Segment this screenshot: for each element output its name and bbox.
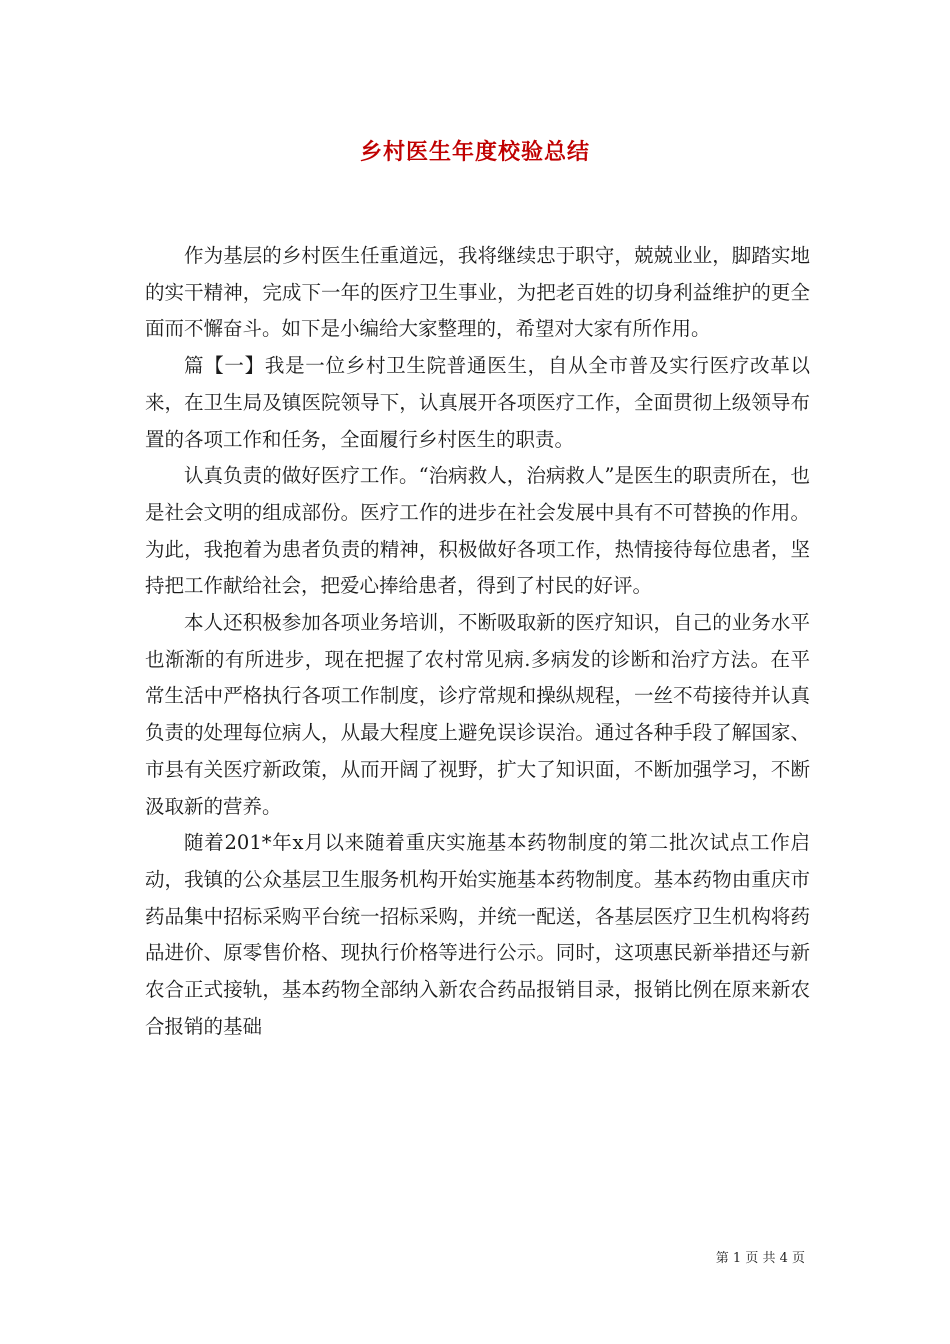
paragraph-training: 本人还积极参加各项业务培训，不断吸取新的医疗知识，自己的业务水平也渐渐的有所进步，现在把握了农村常见病.多病发的诊断和治疗方法。在平常生活中严格执行各项工作制度，诊疗常规和操纵规程，一丝不苟接待并认真负责的处理每位病人，从最大程度上避免误诊误治。通过各种手段了解国家、市县有关医疗新政策，从而开阔了视野，扩大了知识面，不断加强学习，不断汲取新的营养。 <box>145 611 810 818</box>
paragraph-medical-work: 认真负责的做好医疗工作。“治病救人，治病救人”是医生的职责所在，也是社会文明的组成部份。医疗工作的进步在社会发展中具有不可替换的作用。为此，我抱着为患者负责的精神，积极做好各项工作，热情接待每位患者，坚持把工作献给社会，把爱心捧给患者，得到了村民的好评。 <box>145 464 810 598</box>
document-title: 乡村医生年度校验总结 <box>359 139 590 165</box>
page-number-footer: 第 1 页 共 4 页 <box>715 1251 805 1266</box>
paragraph-intro: 作为基层的乡村医生任重道远，我将继续忠于职守，兢兢业业，脚踏实地的实干精神，完成下一年的医疗卫生事业，为把老百姓的切身利益维护的更全面而不懈奋斗。如下是小编给大家整理的，希望对大家有所作用。 <box>145 244 810 341</box>
document-body <box>145 238 810 1045</box>
paragraph-part-one: 篇【一】我是一位乡村卫生院普通医生，自从全市普及实行医疗改革以来，在卫生局及镇医院领导下，认真展开各项医疗工作，全面贯彻上级领导布置的各项工作和任务，全面履行乡村医生的职责。 <box>145 354 810 451</box>
paragraph-drug-system: 随着201*年x月以来随着重庆实施基本药物制度的第二批次试点工作启动，我镇的公众基层卫生服务机构开始实施基本药物制度。基本药物由重庆市药品集中招标采购平台统一招标采购，并统一配送，各基层医疗卫生机构将药品进价、原零售价格、现执行价格等进行公示。同时，这项惠民新举措还与新农合正式接轨，基本药物全部纳入新农合药品报销目录，报销比例在原来新农合报销的基础 <box>145 831 810 1038</box>
